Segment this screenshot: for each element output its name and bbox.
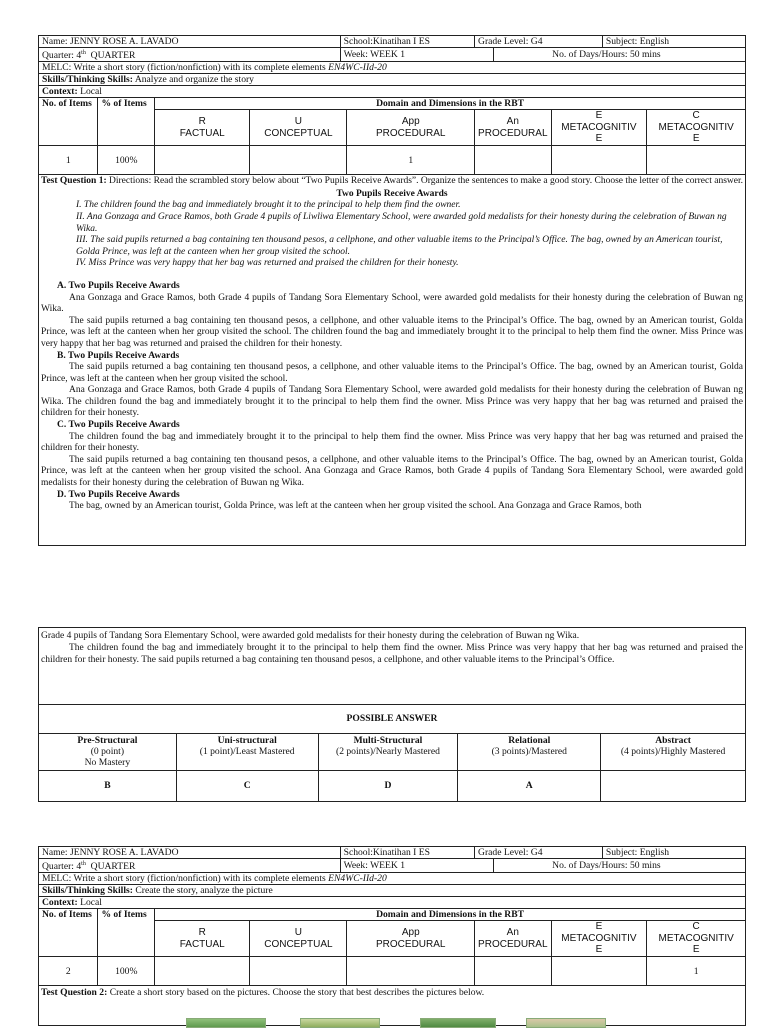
level-multi-structural: Multi-Structural (2 points)/Nearly Mastered (318, 733, 458, 770)
domain-header: Domain and Dimensions in the RBT (155, 98, 746, 110)
test-question-1 (38, 175, 746, 546)
answer-multi-structural: D (318, 770, 458, 801)
domain-header-2: Domain and Dimensions in the RBT (155, 909, 746, 921)
row-pct-2: 100% (98, 957, 155, 986)
row-val-factual-2 (155, 957, 250, 986)
level-pre-structural: Pre-Structural (0 point) No Mastery (39, 733, 177, 770)
option-a-p2: The said pupils returned a bag containing ten thousand pesos, a cellphone, and other valuable items to the Principal’s Office. The bag, owned by an American tourist, Golda Prince, was left at the canteen when her group visited the school. The children found the bag and immediately brought it to the principal to help them find the owner. Miss Prince was very happy that her bag was returned and praised the children for their honesty. (41, 315, 743, 349)
row-val-app: 1 (347, 146, 475, 175)
grade-level-2: Grade Level: G4 (475, 847, 603, 859)
tos-table-2 (38, 846, 746, 986)
dim-app-procedural: App PROCEDURAL (347, 110, 475, 146)
row-val-e-2 (551, 957, 647, 986)
option-a-label: A. Two Pupils Receive Awards (57, 280, 180, 291)
row-items: 1 (39, 146, 98, 175)
row-val-factual (155, 146, 250, 175)
option-b-p1: The said pupils returned a bag containing ten thousand pesos, a cellphone, and other valuable items to the Principal’s Office. The bag, owned by an American tourist, Golda Prince, was left at the canteen when her group visited the school. (41, 362, 743, 384)
story-picture-3 (420, 1018, 496, 1028)
row-items-2: 2 (39, 957, 98, 986)
tos-header-1 (38, 35, 746, 546)
dim-app-procedural-2: App PROCEDURAL (347, 921, 475, 957)
question-2-pictures (38, 1018, 746, 1024)
school-name: School:Kinatihan I ES (340, 36, 474, 48)
col-items-header: No. of Items (39, 98, 98, 146)
quarter-2: Quarter: 4th QUARTER (39, 859, 341, 873)
row-pct: 100% (98, 146, 155, 175)
col-items-header-2: No. of Items (39, 909, 98, 957)
row-val-an-2 (475, 957, 551, 986)
dim-e-metacognitive: E METACOGNITIV E (551, 110, 647, 146)
answer-abstract (601, 770, 746, 801)
dim-c-metacognitive: C METACOGNITIV E (647, 110, 746, 146)
quarter: Quarter: 4th QUARTER (39, 48, 341, 62)
answer-relational: A (458, 770, 601, 801)
test-question-2: Test Question 2: Create a short story based on the pictures. Choose the story that best describes the pictures below. (38, 986, 746, 1026)
dim-factual: R FACTUAL (155, 110, 250, 146)
col-pct-header-2: % of Items (98, 909, 155, 957)
grade-level: Grade Level: G4 (475, 36, 603, 48)
level-abstract: Abstract (4 points)/Highly Mastered (601, 733, 746, 770)
row-val-c (647, 146, 746, 175)
row-val-conceptual-2 (250, 957, 347, 986)
subject: Subject: English (602, 36, 745, 48)
rubric-table (38, 705, 746, 802)
dim-conceptual-2: U CONCEPTUAL (250, 921, 347, 957)
q1-item-2: II. Ana Gonzaga and Grace Ramos, both Grade 4 pupils of Liwliwa Elementary School, were awarded gold medalists for their honesty during the celebration of Buwan ng Wika. (76, 211, 727, 234)
option-a-p1: Ana Gonzaga and Grace Ramos, both Grade 4 pupils of Tandang Sora Elementary School, were awarded gold medalists for their honesty during the celebration of Buwan ng Wika. (41, 292, 743, 315)
days-hours: No. of Days/Hours: 50 mins (494, 48, 746, 62)
option-c-p2: The said pupils returned a bag containing ten thousand pesos, a cellphone, and other valuable items to the Principal’s Office. The bag, owned by an American tourist, Golda Prince, was left at the canteen when her group visited the school. Ana Gonzaga and Grace Ramos, both Grade 4 pupils of Tandang Sora Elementary School, were awarded gold medalists for their honesty during the celebration of Buwan ng Wika. (41, 454, 743, 489)
melc-2: MELC: Write a short story (fiction/nonfiction) with its complete elements EN4WC-IId-20 (39, 873, 746, 885)
dim-e-metacognitive-2: E METACOGNITIV E (551, 921, 647, 957)
continuation-block (38, 627, 746, 802)
q1-item-4: IV. Miss Prince was very happy that her bag was returned and praised the children for their honesty. (76, 258, 459, 269)
row-val-conceptual (250, 146, 347, 175)
teacher-name: Name: JENNY ROSE A. LAVADO (39, 36, 341, 48)
row-val-e (551, 146, 647, 175)
level-relational: Relational (3 points)/Mastered (458, 733, 601, 770)
melc: MELC: Write a short story (fiction/nonfiction) with its complete elements EN4WC-IId-20 (39, 62, 746, 74)
subject-2: Subject: English (602, 847, 745, 859)
dim-c-metacognitive-2: C METACOGNITIV E (647, 921, 746, 957)
dim-an-procedural: An PROCEDURAL (475, 110, 551, 146)
skills: Skills/Thinking Skills: Analyze and organize the story (39, 74, 746, 86)
option-c-p1: The children found the bag and immediately brought it to the principal to help them find the owner. Miss Prince was very happy that her bag was returned and praised the children for their honesty. (41, 431, 743, 454)
row-val-an (475, 146, 551, 175)
answer-pre-structural: B (39, 770, 177, 801)
answer-uni-structural: C (176, 770, 318, 801)
context-2: Context: Local (39, 897, 746, 909)
option-d-cont-p2: The children found the bag and immediately brought it to the principal to help them find the owner. Miss Prince was very happy that her bag was returned and praised the children for their honesty. The said pupils returned a bag containing ten thousand pesos, a cellphone, and other valuable items to the Principal’s Office. (41, 643, 743, 665)
days-hours-2: No. of Days/Hours: 50 mins (494, 859, 746, 873)
q1-item-1: I. The children found the bag and immediately brought it to the principal to help them find the owner. (76, 200, 461, 211)
q1-story-title: Two Pupils Receive Awards (336, 188, 448, 199)
week: Week: WEEK 1 (340, 48, 494, 62)
option-d-cont-line: Grade 4 pupils of Tandang Sora Elementary School, were awarded gold medalists for their honesty during the celebration of Buwan ng Wika. (41, 631, 580, 641)
story-picture-4 (526, 1018, 606, 1028)
option-d-label: D. Two Pupils Receive Awards (57, 489, 180, 500)
level-uni-structural: Uni-structural (1 point)/Least Mastered (176, 733, 318, 770)
context: Context: Local (39, 86, 746, 98)
row-val-c-2: 1 (647, 957, 746, 986)
story-picture-1 (186, 1018, 266, 1028)
col-pct-header: % of Items (98, 98, 155, 146)
dim-an-procedural-2: An PROCEDURAL (475, 921, 551, 957)
option-c-label: C. Two Pupils Receive Awards (57, 420, 180, 431)
q1-item-3: III. The said pupils returned a bag containing ten thousand pesos, a cellphone, and other valuable items to the Principal’s Office. The bag, owned by an American tourist, Golda Prince, was left at the canteen when her group visited the school. (76, 235, 723, 257)
school-name-2: School:Kinatihan I ES (340, 847, 474, 859)
option-d-continuation (38, 627, 746, 705)
row-val-app-2 (347, 957, 475, 986)
possible-answer-title: POSSIBLE ANSWER (39, 705, 746, 733)
story-picture-2 (300, 1018, 380, 1028)
teacher-name-2: Name: JENNY ROSE A. LAVADO (39, 847, 341, 859)
option-d-p1: The bag, owned by an American tourist, Golda Prince, was left at the canteen when her group visited the school. Ana Gonzaga and Grace Ramos, both (69, 501, 642, 512)
skills-2: Skills/Thinking Skills: Create the story, analyze the picture (39, 885, 746, 897)
dim-factual-2: R FACTUAL (155, 921, 250, 957)
dim-conceptual: U CONCEPTUAL (250, 110, 347, 146)
option-b-p2: Ana Gonzaga and Grace Ramos, both Grade 4 pupils of Tandang Sora Elementary School, were awarded gold medalists for their honesty during the celebration of Buwan ng Wika. The children found the bag and immediately brought it to the principal to help them find the owner. Miss Prince was very happy that her bag was returned and praised the children for their honesty. (41, 385, 743, 419)
tos-table-1 (38, 35, 746, 175)
week-2: Week: WEEK 1 (340, 859, 494, 873)
option-b-label: B. Two Pupils Receive Awards (57, 350, 180, 361)
tos-header-2 (38, 846, 746, 1026)
q1-directions: Test Question 1: Directions: Read the scrambled story below about “Two Pupils Receive Awards”. Organize the sentences to make a good story. Choose the letter of the correct answer. (41, 176, 743, 187)
